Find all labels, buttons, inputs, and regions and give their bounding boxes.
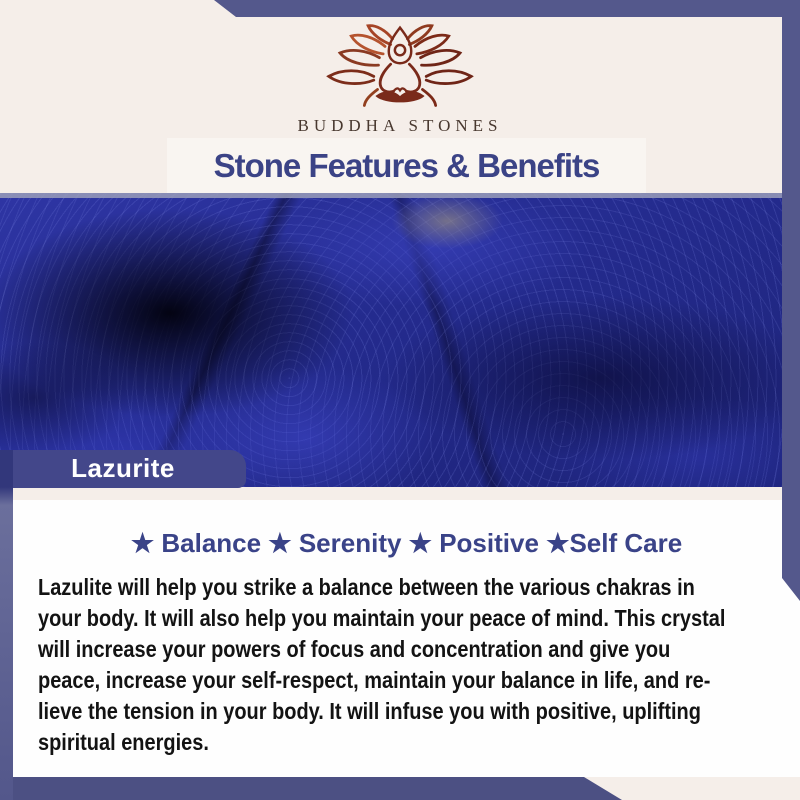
frame-bottom-band <box>0 777 622 800</box>
description-line: spiritual energies. <box>38 729 209 755</box>
brand-name: BUDDHA STONES <box>297 116 503 135</box>
description-line: lieve the tension in your body. It will infuse you with positive, uplifting <box>38 698 701 724</box>
stone-description <box>38 572 784 758</box>
benefits-keywords: ★ Balance ★ Serenity ★ Positive ★Self Care <box>130 528 683 558</box>
description-line: Lazulite will help you strike a balance between the various chakras in <box>38 574 695 600</box>
frame-right-strip <box>782 0 800 601</box>
frame-left-strip <box>0 450 13 800</box>
description-line: will increase your powers of focus and concentration and give you <box>38 636 671 662</box>
benefits-panel <box>13 500 800 777</box>
lotus-meditation-icon <box>325 22 475 112</box>
page-title: Stone Features & Benefits <box>213 147 600 184</box>
description-line: your body. It will also help you maintain your peace of mind. This crystal <box>38 605 726 631</box>
frame-top-band <box>214 0 800 17</box>
lazurite-stone-photo <box>0 193 782 487</box>
stone-name-label: Lazurite <box>0 450 246 488</box>
description-line: peace, increase your self-respect, maintain your balance in life, and re- <box>38 667 711 693</box>
brand-logo <box>0 22 800 117</box>
heading-banner <box>167 138 646 193</box>
